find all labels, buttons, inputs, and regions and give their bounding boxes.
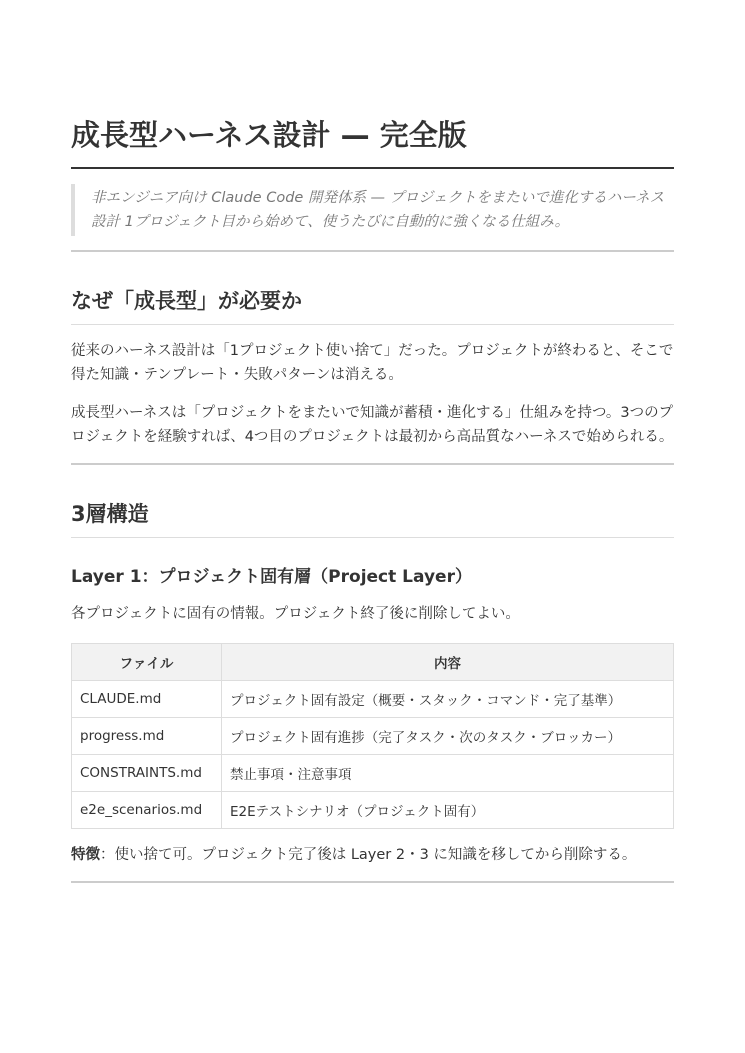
table-cell-file: CONSTRAINTS.md xyxy=(72,755,222,792)
subsection-heading-layer1: Layer 1：プロジェクト固有層（Project Layer） xyxy=(71,567,472,588)
section-heading-three-layers: 3層構造 xyxy=(71,501,674,538)
table-cell-content: 禁止事項・注意事項 xyxy=(222,755,674,792)
feature-paragraph xyxy=(71,843,674,867)
document-page xyxy=(71,0,674,883)
table-cell-file: e2e_scenarios.md xyxy=(72,792,222,829)
divider xyxy=(71,250,674,252)
table-row xyxy=(72,755,674,792)
section-heading-why-growth: なぜ「成長型」が必要か xyxy=(71,288,674,325)
table-cell-content: E2Eテストシナリオ（プロジェクト固有） xyxy=(222,792,674,829)
table-row xyxy=(72,718,674,755)
paragraph: 従来のハーネス設計は「1プロジェクト使い捨て」だった。プロジェクトが終わると、そこで得た知識・テンプレート・失敗パターンは消える。 xyxy=(71,343,674,384)
table-header-row xyxy=(72,644,674,681)
feature-text: ：使い捨て可。プロジェクト完了後は Layer 2・3 に知識を移してから削除する。 xyxy=(100,847,637,864)
page-title: 成長型ハーネス設計 — 完全版 xyxy=(71,118,674,169)
table-header-file: ファイル xyxy=(72,644,222,681)
paragraph: 成長型ハーネスは「プロジェクトをまたいで知識が蓄積・進化する」仕組みを持つ。3つのプロジェクトを経験すれば、4つ目のプロジェクトは最初から高品質なハーネスで始められる。 xyxy=(71,405,674,446)
feature-label: 特徴 xyxy=(71,847,100,864)
table-cell-file: CLAUDE.md xyxy=(72,681,222,718)
table-row xyxy=(72,681,674,718)
project-layer-table xyxy=(71,643,674,829)
table-cell-content: プロジェクト固有進捗（完了タスク・次のタスク・ブロッカー） xyxy=(222,718,674,755)
table-cell-content: プロジェクト固有設定（概要・スタック・コマンド・完了基準） xyxy=(222,681,674,718)
divider xyxy=(71,881,674,883)
table-cell-file: progress.md xyxy=(72,718,222,755)
paragraph: 各プロジェクトに固有の情報。プロジェクト終了後に削除してよい。 xyxy=(71,606,520,623)
table-row xyxy=(72,792,674,829)
table-header-content: 内容 xyxy=(222,644,674,681)
lead-quote: 非エンジニア向け Claude Code 開発体系 — プロジェクトをまたいで進化するハーネス設計 1プロジェクト目から始めて、使うたびに自動的に強くなる仕組み。 xyxy=(71,184,674,236)
divider xyxy=(71,463,674,465)
